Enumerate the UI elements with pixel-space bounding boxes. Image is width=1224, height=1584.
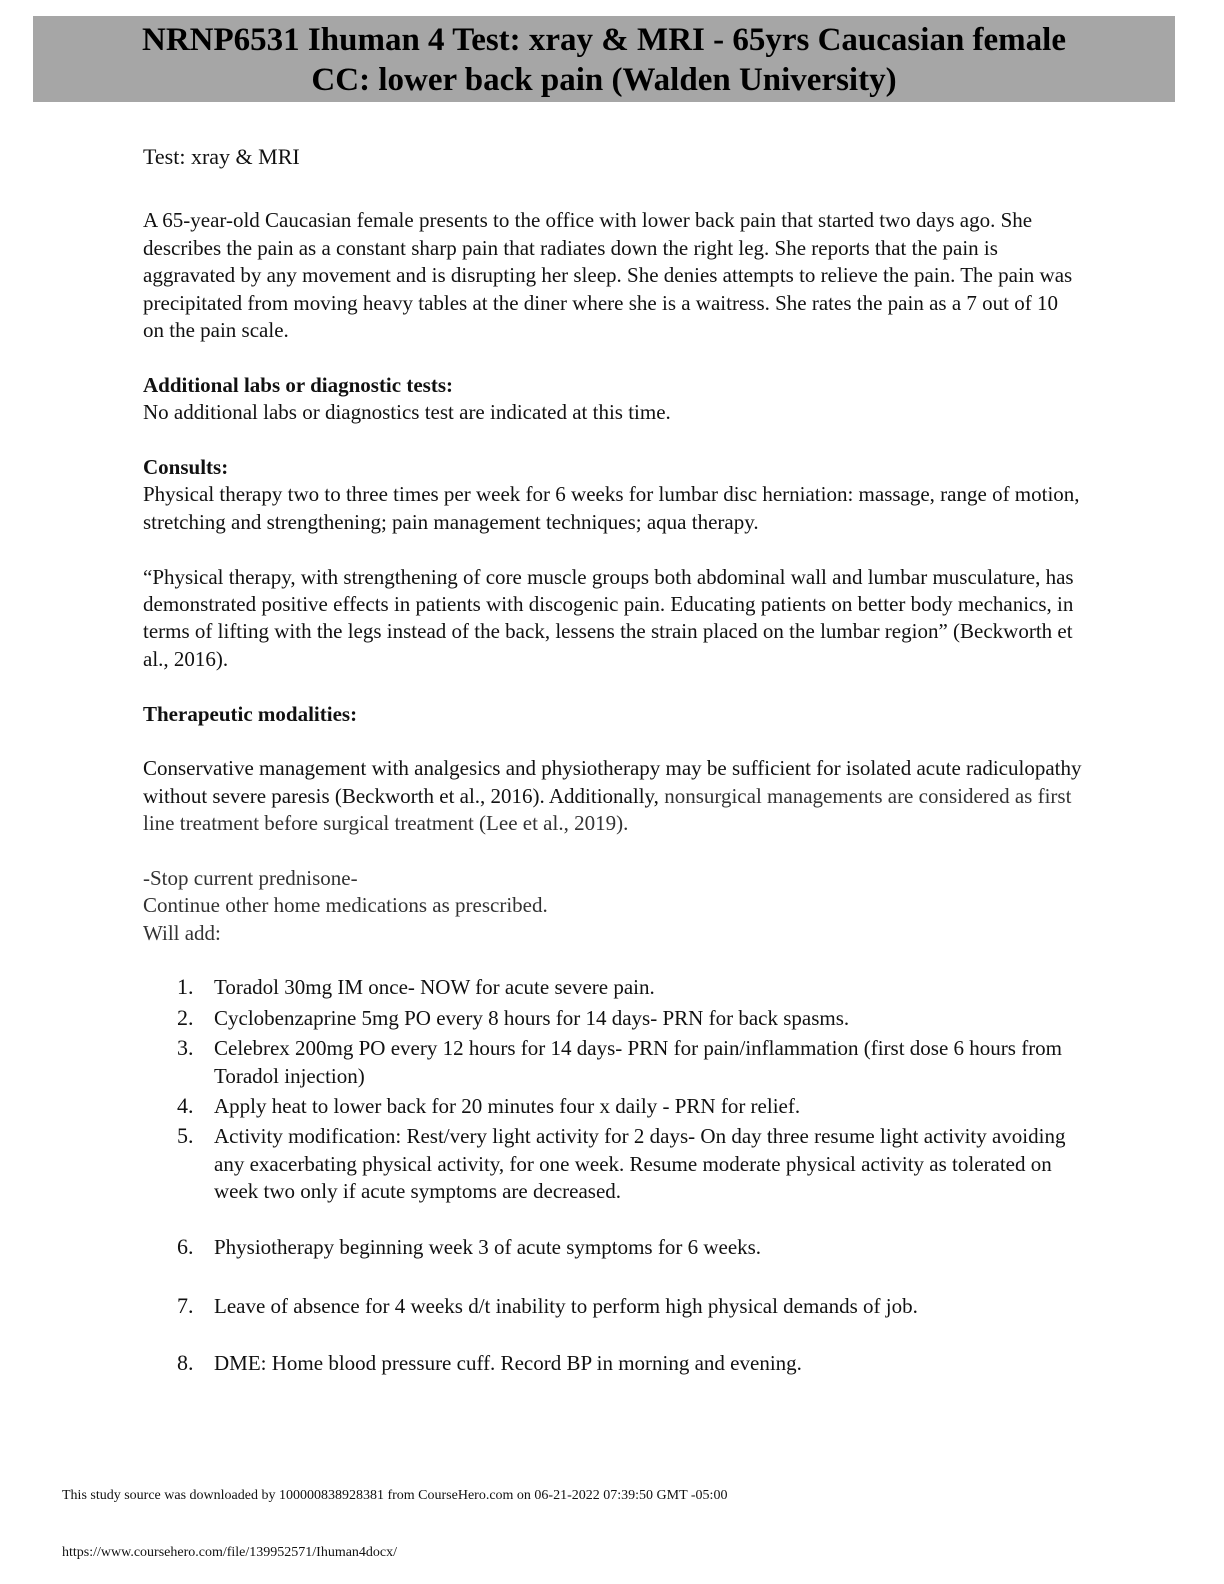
list-item-number: 8. [177, 1350, 194, 1376]
labs-heading: Additional labs or diagnostic tests: [143, 372, 453, 397]
list-item [143, 1005, 1083, 1032]
source-url: https://www.coursehero.com/file/139952571/Ihuman4docx/ [62, 1545, 398, 1560]
therapeutic-text-a: Conservative management with analgesics and physiotherapy may be sufficient for isolated acute radiculopathy without severe paresis (Beckworth et al., 2016). Additionally, [143, 756, 1082, 808]
list-item [143, 1123, 1083, 1205]
therapeutic-paragraph [143, 755, 1083, 837]
list-item-number: 1. [177, 974, 194, 1000]
therapeutic-text-b: nonsurgical managements are considered as first line treatment before surgical treatment (Lee et al., 2019). [143, 783, 1072, 836]
list-item-text: Activity modification: Rest/very light activity for 2 days- On day three resume light activity avoiding any exacerbating physical activity, for one week. Resume moderate physical activity as tolerated on week two only if acute symptoms are decreased. [214, 1124, 1066, 1204]
list-item [143, 1293, 1083, 1320]
consults-quote: “Physical therapy, with strengthening of core muscle groups both abdominal wall and lumbar musculature, has demonstrated positive effects in patients with discogenic pain. Educating patients on better body mechanics, in terms of lifting with the legs instead of the back, lessens the strain placed on the lumbar region” (Beckworth et al., 2016). [143, 564, 1074, 671]
continue-medications: Continue other home medications as prescribed. [143, 893, 548, 918]
consults-heading: Consults: [143, 455, 229, 480]
list-item-text: Physiotherapy beginning week 3 of acute symptoms for 6 weeks. [214, 1234, 762, 1259]
document-body [143, 143, 1083, 1378]
list-item [143, 1093, 1083, 1120]
list-item-number: 3. [177, 1035, 194, 1061]
list-item-number: 6. [177, 1233, 194, 1259]
list-item [143, 974, 1083, 1001]
orders-list [143, 974, 1083, 1377]
presentation-paragraph: A 65-year-old Caucasian female presents to the office with lower back pain that started two days ago. She describes the pain as a constant sharp pain that radiates down the right leg. She reports that the pain is aggravated by any movement and is disrupting her sleep. She denies attempts to relieve the pain. The pain was precipitated from moving heavy tables at the diner where she is a waitress. She rates the pain as a 7 out of 10 on the pain scale. [143, 208, 1073, 343]
list-item-number: 7. [177, 1292, 194, 1318]
list-item [143, 1234, 1083, 1261]
list-item-text: Celebrex 200mg PO every 12 hours for 14 days- PRN for pain/inflammation (first dose 6 hours from Toradol injection) [214, 1036, 1063, 1088]
document-title-banner [33, 16, 1175, 102]
list-item-number: 5. [177, 1123, 194, 1149]
consults-text: Physical therapy two to three times per week for 6 weeks for lumbar disc herniation: massage, range of motion, stretching and strengthening; pain management techniques; aqua therapy. [143, 482, 1080, 534]
list-item-number: 2. [177, 1004, 194, 1030]
document-title-line-1: NRNP6531 Ihuman 4 Test: xray & MRI - 65yrs Caucasian female [142, 22, 1066, 58]
test-heading: Test: xray & MRI [143, 144, 300, 169]
labs-text: No additional labs or diagnostics test are indicated at this time. [143, 400, 671, 425]
list-item [143, 1035, 1083, 1090]
download-source-notice: This study source was downloaded by 100000838928381 from CourseHero.com on 06-21-2022 07:39:50 GMT -05:00 [62, 1488, 728, 1503]
will-add: Will add: [143, 920, 221, 945]
list-item-number: 4. [177, 1092, 194, 1118]
document-title-line-2: CC: lower back pain (Walden University) [311, 62, 897, 98]
list-item-text: Toradol 30mg IM once- NOW for acute severe pain. [214, 975, 655, 1000]
list-item-text: DME: Home blood pressure cuff. Record BP in morning and evening. [214, 1351, 802, 1376]
list-item-text: Cyclobenzaprine 5mg PO every 8 hours for 14 days- PRN for back spasms. [214, 1005, 850, 1030]
list-item-text: Apply heat to lower back for 20 minutes four x daily - PRN for relief. [214, 1093, 801, 1118]
list-item-text: Leave of absence for 4 weeks d/t inability to perform high physical demands of job. [214, 1293, 918, 1318]
list-item [143, 1350, 1083, 1377]
stop-prednisone: -Stop current prednisone- [143, 866, 358, 891]
therapeutic-heading: Therapeutic modalities: [143, 701, 358, 726]
